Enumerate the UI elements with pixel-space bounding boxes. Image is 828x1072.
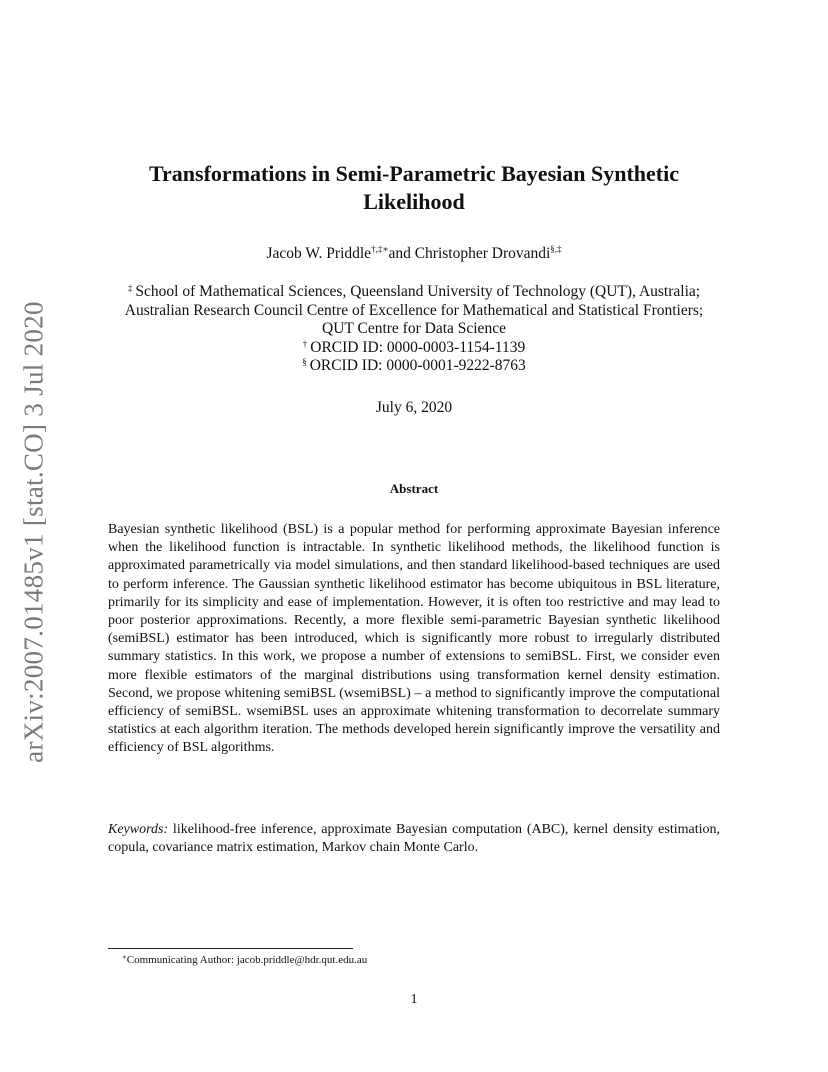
footnote-mark: ∗: [122, 953, 127, 961]
orcid-text-drovandi: ORCID ID: 0000-0001-9222-8763: [309, 357, 526, 375]
footnote-communicating-author: [122, 953, 367, 967]
publication-date: July 6, 2020: [375, 399, 453, 416]
orcid-mark-dagger: †: [302, 338, 308, 349]
orcid-mark-section: §: [302, 357, 307, 368]
abstract-body: Bayesian synthetic likelihood (BSL) is a popular method for performing approximate Bayesian inference when the likelihood function is intractable. In synthetic likelihood methods, the likelihood function is approximated parametrically via model simulations, and then standard likelihood-based techniques are used to perform inference. The Gaussian synthetic likelihood estimator has become ubiquitous in BSL literature, primarily for its simplicity and ease of implementation. However, it is often too restrictive and may lead to poor posterior approximations. Recently, a more flexible semi-parametric Bayesian synthetic likelihood (semiBSL) estimator has been introduced, which is significantly more robust to irregularly distributed summary statistics. In this work, we propose a number of extensions to semiBSL. First, we consider even more flexible estimators of the marginal distributions using transformation kernel density estimation. Second, we propose whitening semiBSL (wsemiBSL) – a method to significantly improve the computational efficiency of semiBSL. wsemiBSL uses an approximate whitening transformation to decorrelate summary statistics at each algorithm iteration. The methods developed herein significantly improve the versatility and efficiency of BSL algorithms.: [108, 522, 720, 756]
affiliation-line-arc-centre: Australian Research Council Centre of Excellence for Mathematical and Statistical Frontiers;: [124, 301, 704, 319]
orcid-line-priddle: [100, 339, 728, 358]
keywords-label: Keywords:: [108, 822, 169, 837]
affiliation-mark-double-dagger: ‡: [127, 283, 133, 293]
orcid-line-drovandi: [100, 357, 728, 376]
keywords-text: likelihood-free inference, approximate Bayesian computation (ABC), kernel density estimation, copula, covariance matrix estimation, Markov chain Monte Carlo.: [108, 822, 720, 856]
author-affiliation-marks-priddle: †,‡∗: [371, 244, 389, 254]
affiliations-block: [100, 283, 728, 376]
affiliation-text-school: School of Mathematical Sciences, Queensland University of Technology (QUT), Australia;: [135, 283, 701, 300]
author-line: [108, 244, 720, 264]
author-name-drovandi: and Christopher Drovandi: [388, 245, 551, 262]
paper-title: Transformations in Semi-Parametric Bayesian Synthetic Likelihood: [149, 161, 679, 214]
arxiv-identifier-stamp: arXiv:2007.01485v1 [stat.CO] 3 Jul 2020: [18, 301, 49, 763]
footnote-text: Communicating Author: jacob.priddle@hdr.qut.edu.au: [126, 954, 368, 966]
orcid-text-priddle: ORCID ID: 0000-0003-1154-1139: [310, 338, 526, 356]
keywords-paragraph: [108, 821, 720, 857]
abstract-heading: Abstract: [389, 481, 439, 496]
affiliation-line-school: [100, 283, 728, 302]
affiliation-line-data-science: QUT Centre for Data Science: [322, 320, 506, 338]
page-number: 1: [410, 992, 418, 1007]
footnote-divider: [108, 948, 353, 949]
author-name-priddle: Jacob W. Priddle: [266, 245, 372, 262]
author-affiliation-marks-drovandi: §,‡: [550, 244, 562, 254]
